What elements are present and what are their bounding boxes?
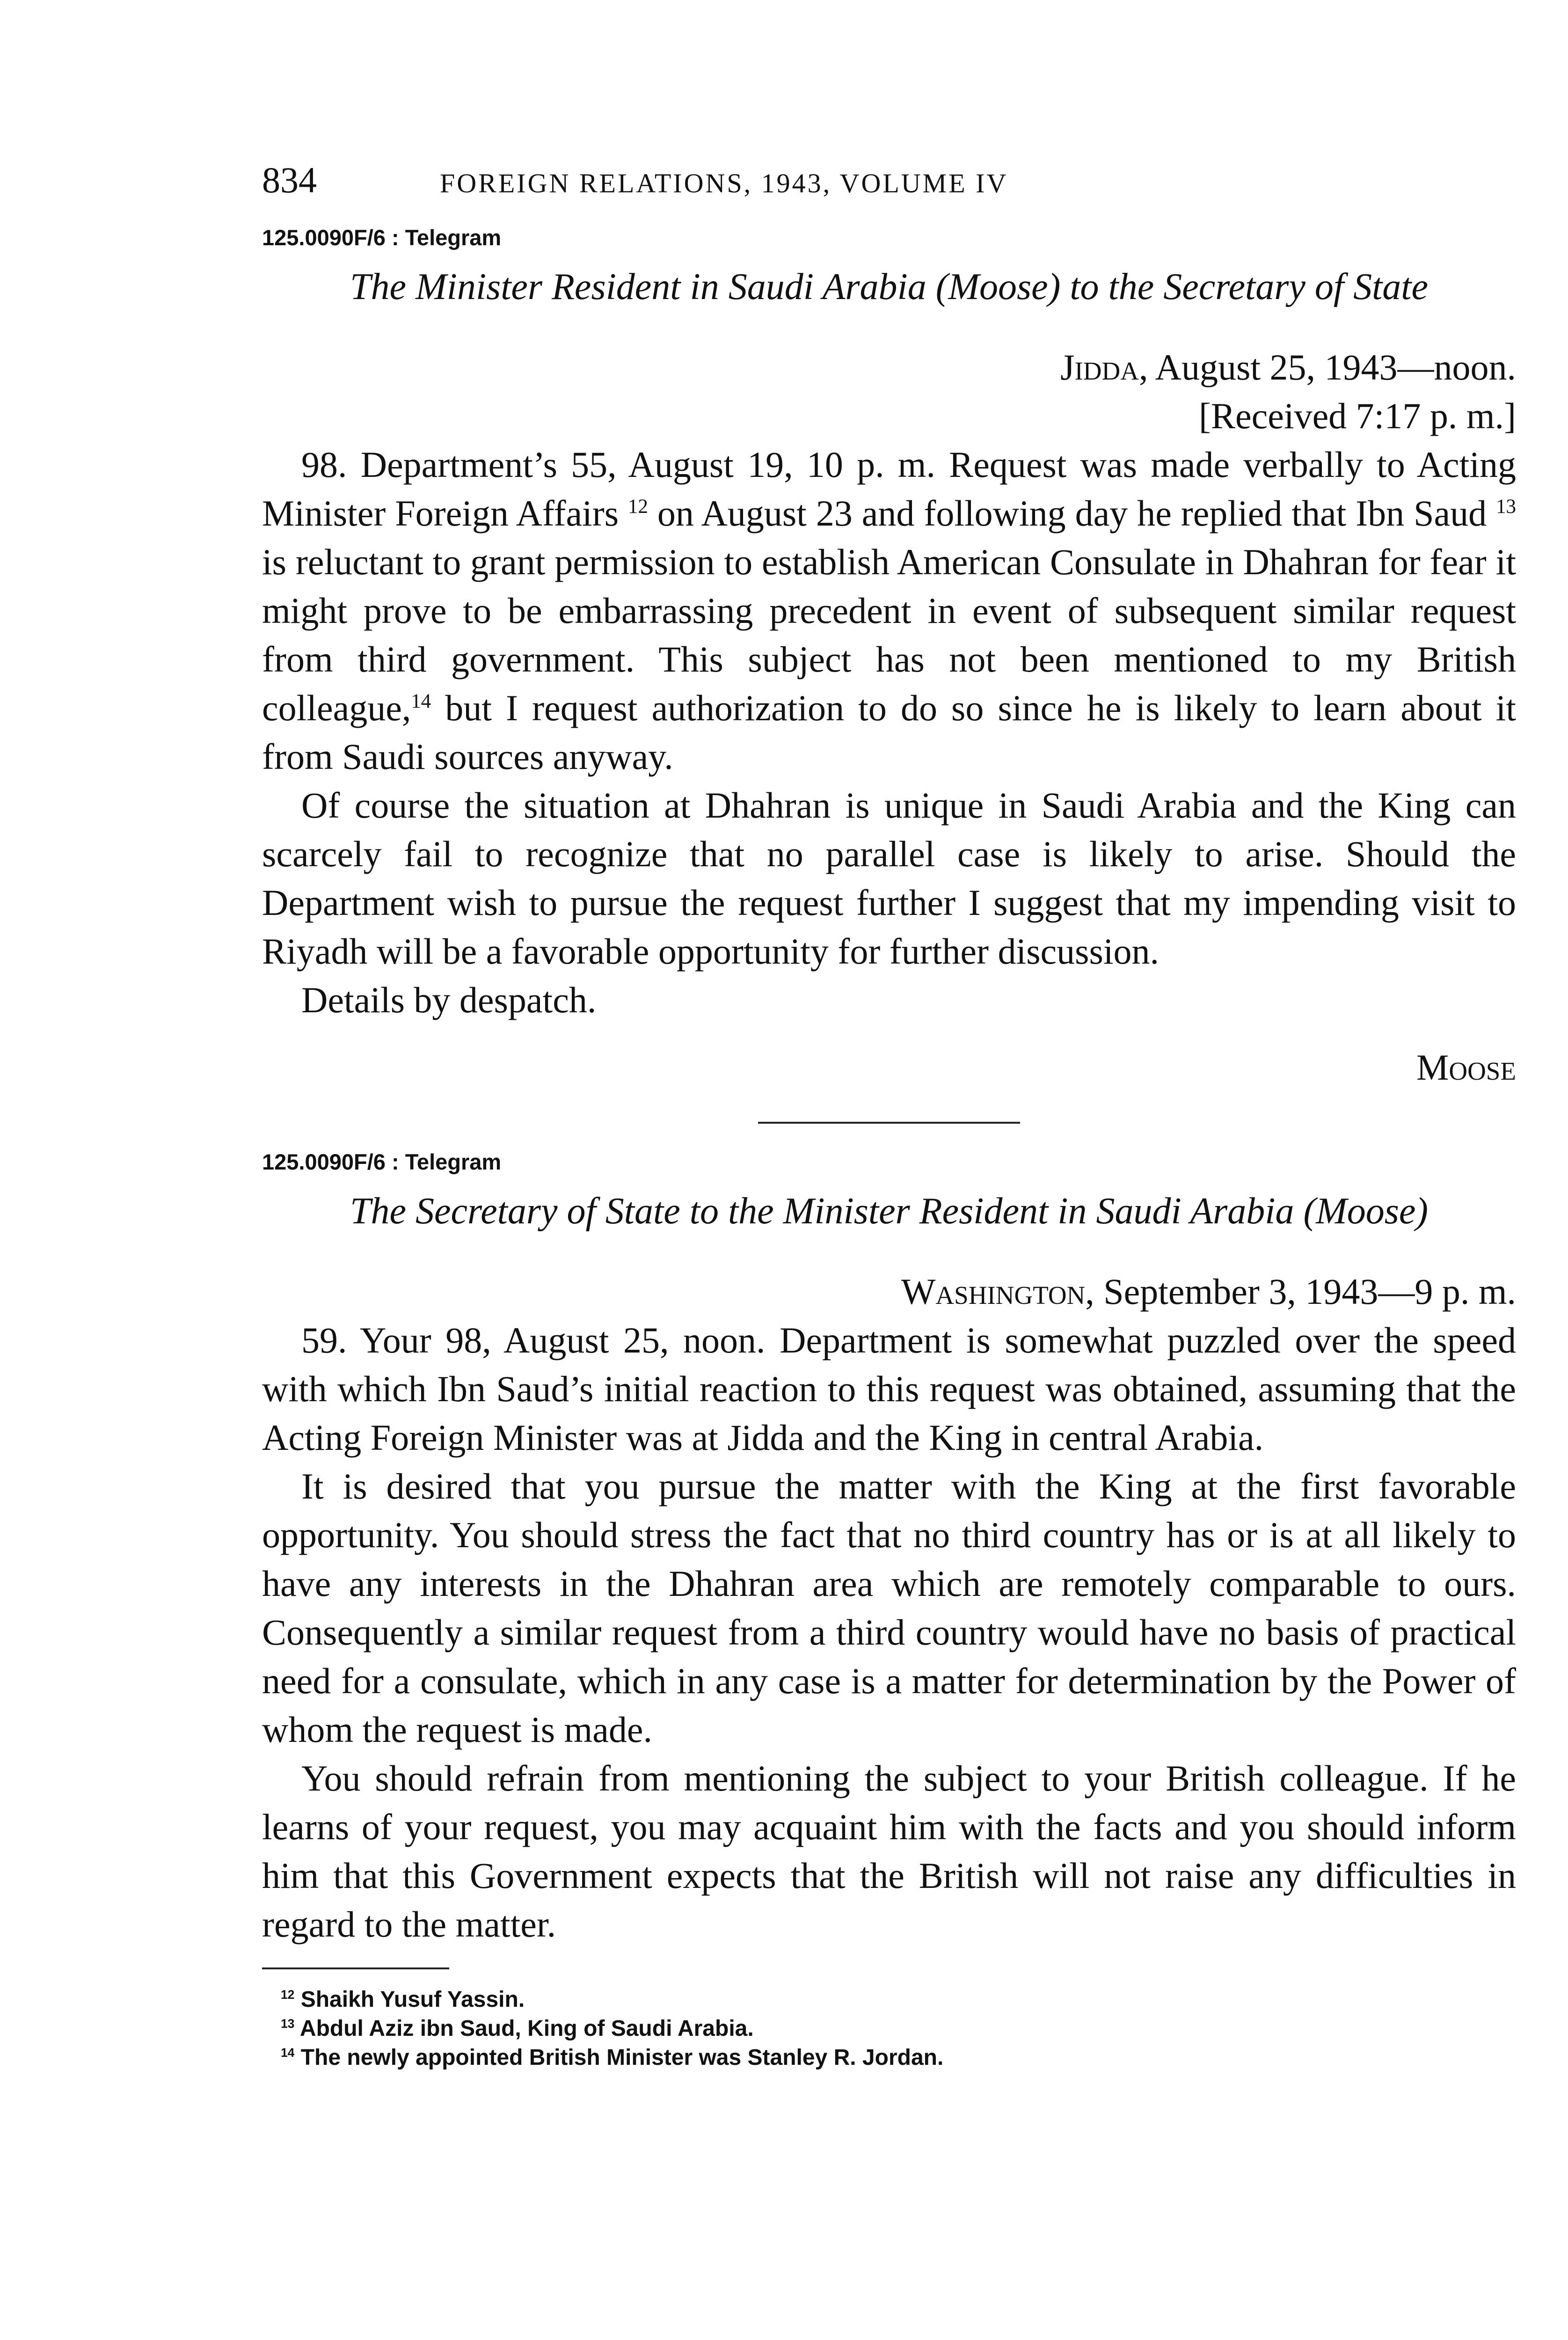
footnote [262, 2014, 1516, 2043]
footnotes [262, 1985, 1516, 2072]
body-paragraph: Of course the situation at Dhahran is unique in Saudi Arabia and the King can scarcely fail to recognize that no parallel case is likely to arise. Should the Department wish to pursue the request further I suggest that my impending visit to Riyadh will be a favorable opportunity for further discussion. [262, 785, 1516, 972]
running-title: FOREIGN RELATIONS, 1943, VOLUME IV [440, 168, 1008, 198]
footnote-rule [262, 1967, 449, 1969]
paragraph-text: on August 23 and following day he replied that Ibn Saud [648, 493, 1496, 534]
body-paragraph: It is desired that you pursue the matter with the King at the first favorable opportunity. You should stress the fact that no third country has or is at all likely to have any interests in the Dhahran area which are remotely comparable to ours. Consequently a similar request from a third country would have no basis of practical need for a consulate, which in any case is a matter for determination by the Power of whom the request is made. [262, 1466, 1516, 1750]
running-head [262, 159, 1516, 215]
document-page [262, 159, 1516, 2072]
footnote-ref: 14 [411, 690, 431, 712]
dateline-date: , August 25, 1943—noon. [1138, 347, 1516, 388]
dateline-place: Jidda [1060, 347, 1139, 388]
file-reference: 125.0090F/6 : Telegram [262, 225, 502, 250]
dateline-place: Washington [901, 1271, 1086, 1312]
section-divider [758, 1122, 1020, 1124]
body-paragraph: 59. Your 98, August 25, noon. Department is somewhat puzzled over the speed with which Ibn Saud’s initial reaction to this request was obtained, assuming that the Acting Foreign Minister was at Jidda and the King in central Arabia. [262, 1320, 1516, 1458]
telegram-2 [262, 1149, 1516, 1949]
dateline-date: , September 3, 1943—9 p. m. [1085, 1271, 1516, 1312]
footnote-number: 14 [281, 2046, 295, 2060]
footnote-ref: 12 [628, 496, 648, 518]
footnote [262, 2043, 1516, 2072]
paragraph-text: 98. Department’s 55, August 19, 10 p. m. Request was made verbally to Acting Minister Foreign Affairs [262, 444, 1516, 534]
signature: Moose [1416, 1047, 1516, 1088]
document-heading: The Minister Resident in Saudi Arabia (Moose) to the Secretary of State [350, 266, 1429, 307]
footnote-number: 12 [281, 1988, 295, 2002]
dateline [262, 343, 1516, 392]
body-paragraph: You should refrain from mentioning the subject to your British colleague. If he learns of your request, you may acquaint him with the facts and you should inform him that this Government expects that the British will not raise any difficulties in regard to the matter. [262, 1758, 1516, 1945]
file-reference: 125.0090F/6 : Telegram [262, 1149, 502, 1174]
footnote-text: The newly appointed British Minister was Stanley R. Jordan. [294, 2045, 944, 2070]
body-paragraph: Details by despatch. [301, 980, 597, 1020]
body-paragraph [262, 440, 1516, 781]
paragraph-text: but I request authorization to do so since he is likely to learn about it from Saudi sources anyway. [262, 687, 1516, 777]
telegram-1 [262, 225, 1516, 1092]
paragraph-text: is reluctant to grant permission to establish American Consulate in Dhahran for fear it might prove to be embarrassing precedent in event of subsequent similar request from third government. This subject has not been mentioned to my British colleague, [262, 541, 1516, 728]
footnote-ref: 13 [1496, 496, 1516, 518]
dateline [262, 1267, 1516, 1316]
document-heading: The Secretary of State to the Minister Resident in Saudi Arabia (Moose) [350, 1191, 1429, 1232]
page-number: 834 [262, 160, 317, 200]
footnote-text: Shaikh Yusuf Yassin. [294, 1987, 525, 2012]
received-time: [Received 7:17 p. m.] [1199, 395, 1516, 436]
footnote-text: Abdul Aziz ibn Saud, King of Saudi Arabia. [294, 2016, 754, 2041]
footnote [262, 1985, 1516, 2014]
footnote-number: 13 [281, 2017, 295, 2031]
